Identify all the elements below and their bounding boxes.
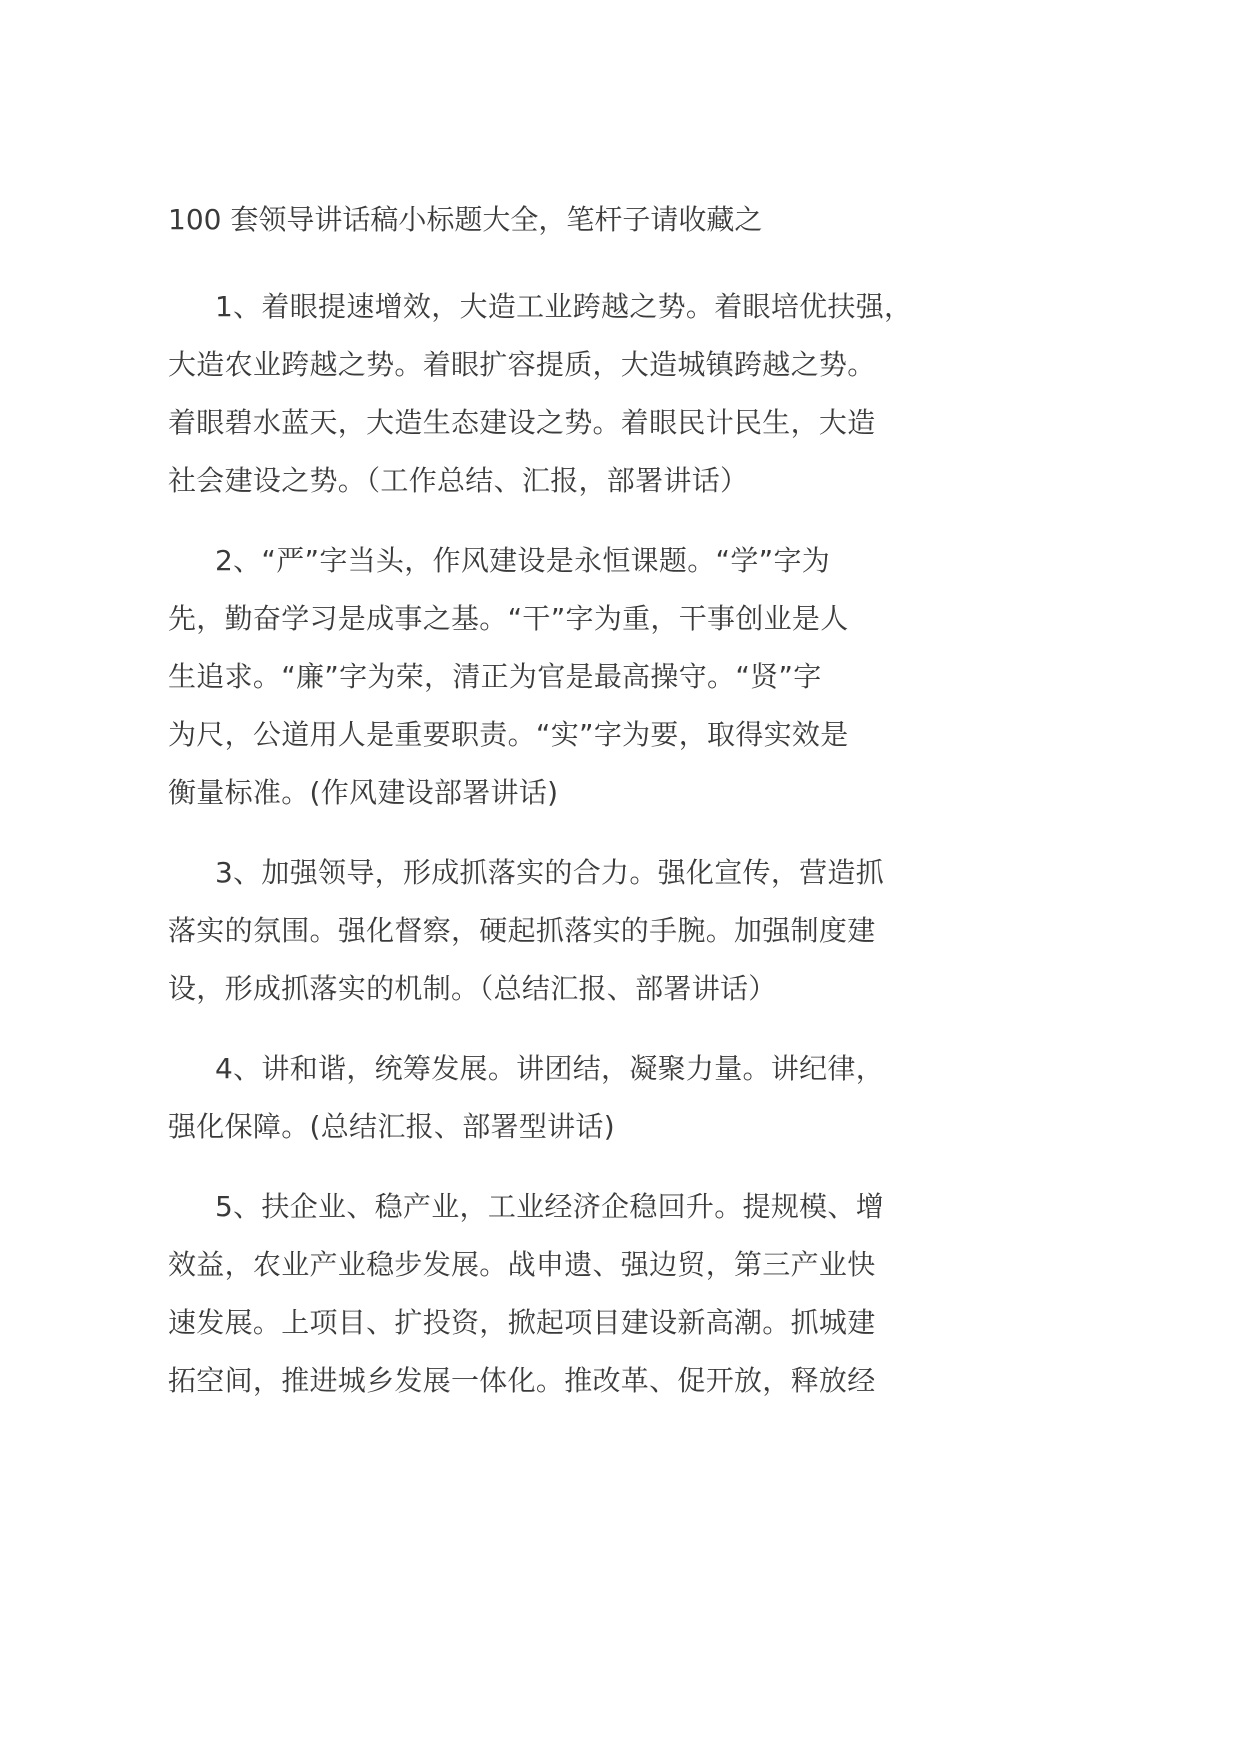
paragraph-list [168, 278, 968, 1410]
paragraph-1 [168, 278, 968, 510]
document-body [168, 198, 968, 1432]
paragraph-line: 2、“严”字当头，作风建设是永恒课题。“学”字为 [215, 544, 831, 577]
paragraph-5 [168, 1178, 968, 1410]
paragraph-4 [168, 1040, 968, 1156]
paragraph-line: 衡量标准。(作风建设部署讲话) [168, 776, 559, 809]
paragraph-line: 设，形成抓落实的机制。（总结汇报、部署讲话） [168, 972, 777, 1005]
document-title: 100 套领导讲话稿小标题大全，笔杆子请收藏之 [168, 203, 763, 236]
paragraph-line: 速发展。上项目、扩投资，掀起项目建设新高潮。抓城建 [168, 1306, 876, 1339]
paragraph-line: 5、扶企业、稳产业，工业经济企稳回升。提规模、增 [215, 1190, 885, 1223]
paragraph-line: 先，勤奋学习是成事之基。“干”字为重，干事创业是人 [168, 602, 849, 635]
paragraph-line: 效益，农业产业稳步发展。战申遗、强边贸，第三产业快 [168, 1248, 876, 1281]
paragraph-line: 强化保障。(总结汇报、部署型讲话) [168, 1110, 615, 1143]
paragraph-line: 着眼碧水蓝天，大造生态建设之势。着眼民计民生，大造 [168, 406, 876, 439]
paragraph-line: 社会建设之势。（工作总结、汇报，部署讲话） [168, 464, 749, 497]
paragraph-line: 大造农业跨越之势。着眼扩容提质，大造城镇跨越之势。 [168, 348, 876, 381]
paragraph-2 [168, 532, 968, 822]
paragraph-line: 3、加强领导，形成抓落实的合力。强化宣传，营造抓 [215, 856, 885, 889]
paragraph-line: 生追求。“廉”字为荣，清正为官是最高操守。“贤”字 [168, 660, 822, 693]
paragraph-line: 4、讲和谐，统筹发展。讲团结，凝聚力量。讲纪律， [215, 1052, 885, 1085]
paragraph-line: 拓空间，推进城乡发展一体化。推改革、促开放，释放经 [168, 1364, 876, 1397]
paragraph-line: 落实的氛围。强化督察，硬起抓落实的手腕。加强制度建 [168, 914, 876, 947]
paragraph-line: 为尺，公道用人是重要职责。“实”字为要，取得实效是 [168, 718, 849, 751]
paragraph-line: 1、着眼提速增效，大造工业跨越之势。着眼培优扶强， [215, 290, 913, 323]
paragraph-3 [168, 844, 968, 1018]
